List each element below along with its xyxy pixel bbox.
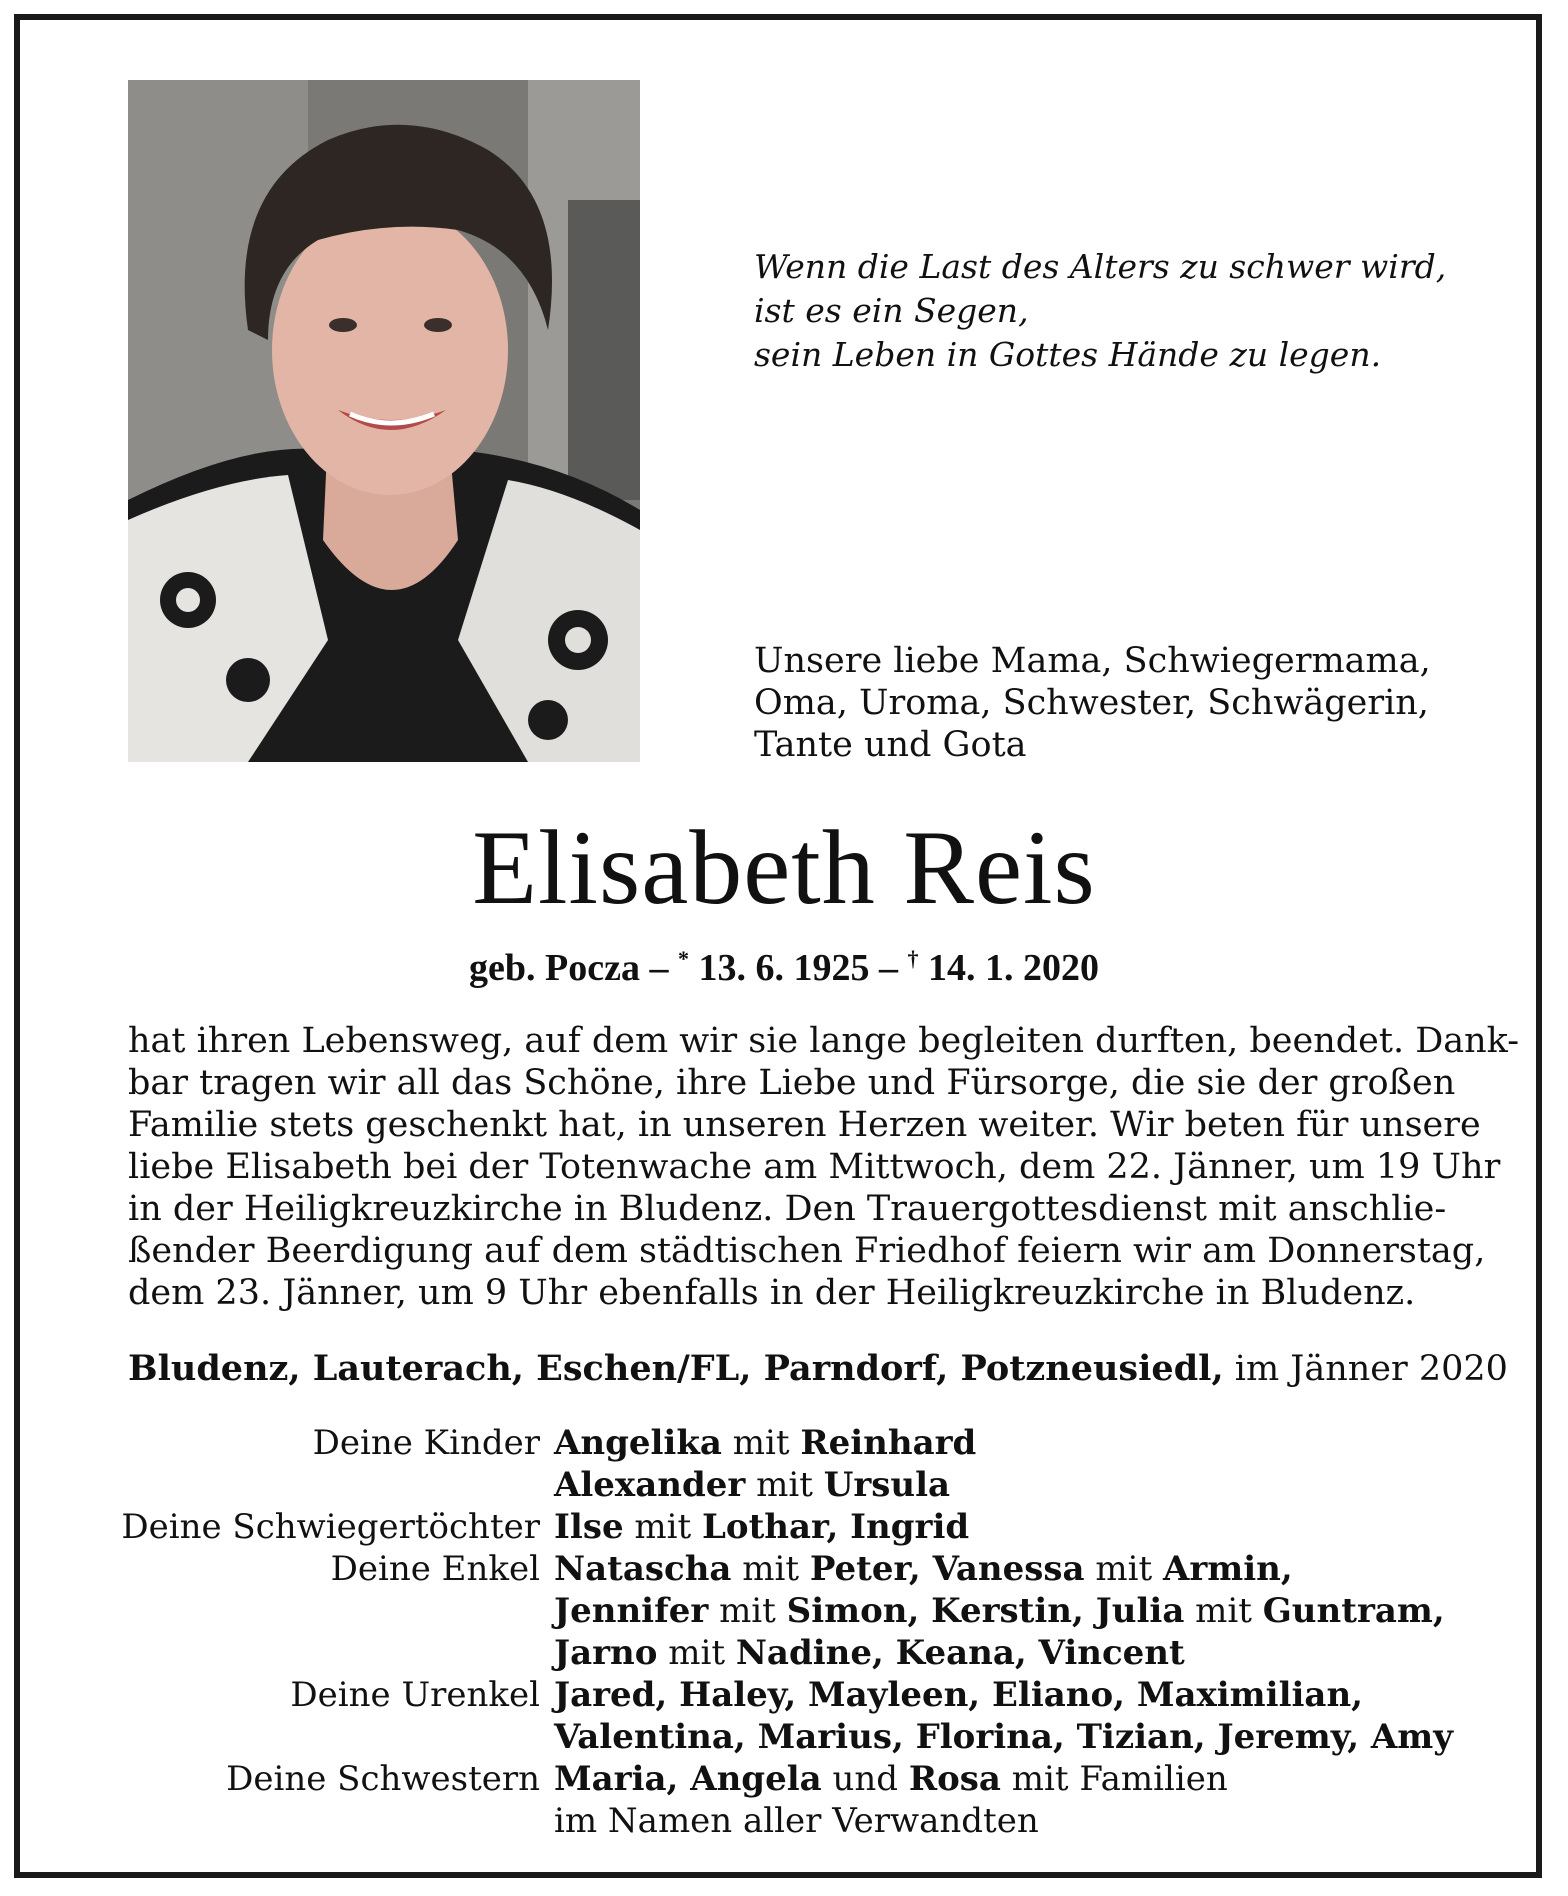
places-and-date	[128, 1348, 1508, 1390]
connector: mit	[732, 1423, 790, 1463]
body-line: bar tragen wir all das Schöne, ihre Liebe und Fürsorge, die sie der großen	[128, 1063, 1456, 1103]
mourner-names	[554, 1674, 1490, 1716]
mourner-row	[110, 1464, 1490, 1506]
connector: mit Familien	[1011, 1759, 1228, 1799]
name-bold: Ilse	[554, 1507, 624, 1547]
mourner-names	[554, 1464, 1490, 1506]
name-bold: Reinhard	[800, 1423, 977, 1463]
mourner-names	[554, 1758, 1490, 1800]
mourner-label-empty	[110, 1800, 554, 1842]
life-dates	[0, 936, 1568, 991]
name-bold: Jarno	[554, 1633, 658, 1673]
name-bold: Maria, Angela	[554, 1759, 822, 1799]
mourner-label-empty	[110, 1632, 554, 1674]
mourner-names	[554, 1716, 1490, 1758]
name-bold: Simon, Kerstin, Julia	[786, 1591, 1185, 1631]
mourner-row	[110, 1800, 1490, 1842]
intro-line: Tante und Gota	[754, 725, 1027, 765]
name-bold: Lothar, Ingrid	[702, 1507, 970, 1547]
name-bold: Valentina, Marius, Florina, Tizian, Jeremy, Amy	[554, 1717, 1454, 1757]
connector: und	[832, 1759, 899, 1799]
intro-line: Oma, Uroma, Schwester, Schwägerin,	[754, 683, 1429, 723]
mourner-row	[110, 1590, 1490, 1632]
date-line: im Jänner 2020	[1234, 1349, 1508, 1389]
name-bold: Armin,	[1162, 1549, 1293, 1589]
name-bold: Guntram,	[1262, 1591, 1445, 1631]
portrait-image	[128, 80, 640, 762]
mourner-label: Deine Urenkel	[290, 1675, 540, 1715]
portrait-photo	[128, 80, 640, 762]
birth-date: 13. 6. 1925 –	[698, 947, 898, 989]
mourner-names	[554, 1590, 1490, 1632]
places: Bludenz, Lauterach, Eschen/FL, Parndorf, Potzneusiedl,	[128, 1348, 1224, 1389]
mourner-names	[554, 1422, 1490, 1464]
name-bold: Natascha	[554, 1549, 732, 1589]
mourner-row	[110, 1674, 1490, 1716]
birth-symbol: *	[677, 946, 689, 971]
mourner-label: Deine Kinder	[312, 1423, 540, 1463]
closing-line: im Namen aller Verwandten	[554, 1801, 1039, 1841]
mourners-list	[110, 1422, 1490, 1842]
mourner-row	[110, 1758, 1490, 1800]
body-line: Familie stets geschenkt hat, in unseren Herzen weiter. Wir beten für unsere	[128, 1105, 1481, 1145]
obituary-text	[128, 1020, 1520, 1314]
name-bold: Ursula	[823, 1465, 951, 1505]
mourner-row	[110, 1716, 1490, 1758]
connector: mit	[742, 1549, 800, 1589]
mourner-label-empty	[110, 1716, 554, 1758]
mourner-row	[110, 1548, 1490, 1590]
connector: mit	[634, 1507, 692, 1547]
name-bold: Jennifer	[554, 1591, 709, 1631]
memorial-quote	[754, 245, 1454, 377]
mourner-label: Deine Schwiegertöchter	[121, 1507, 540, 1547]
mourner-label-empty	[110, 1590, 554, 1632]
body-line: in der Heiligkreuzkirche in Bludenz. Den Trauergottesdienst mit anschlie-	[128, 1189, 1447, 1229]
mourner-names	[554, 1506, 1490, 1548]
mourner-row	[110, 1632, 1490, 1674]
name-bold: Angelika	[554, 1423, 722, 1463]
connector: mit	[719, 1591, 776, 1631]
mourner-label-empty	[110, 1464, 554, 1506]
quote-line: ist es ein Segen,	[754, 291, 1029, 330]
deceased-name: Elisabeth Reis	[472, 809, 1096, 926]
connector: mit	[1195, 1591, 1252, 1631]
relationship-intro	[754, 640, 1431, 766]
connector: mit	[668, 1633, 726, 1673]
name-bold: Jared, Haley, Mayleen, Eliano, Maximilian,	[554, 1675, 1363, 1715]
death-symbol: †	[907, 946, 919, 971]
maiden-name: geb. Pocza –	[469, 947, 669, 989]
connector: mit	[1095, 1549, 1153, 1589]
body-line: liebe Elisabeth bei der Totenwache am Mittwoch, dem 22. Jänner, um 19 Uhr	[128, 1147, 1501, 1187]
death-date: 14. 1. 2020	[927, 947, 1099, 989]
quote-line: Wenn die Last des Alters zu schwer wird,	[754, 247, 1447, 286]
name-bold: Rosa	[908, 1759, 1001, 1799]
mourner-names	[554, 1632, 1490, 1674]
intro-line: Unsere liebe Mama, Schwiegermama,	[754, 641, 1431, 681]
name-bold: Alexander	[554, 1465, 746, 1505]
name-bold: Nadine, Keana, Vincent	[735, 1633, 1185, 1673]
mourner-label: Deine Schwestern	[226, 1759, 540, 1799]
mourner-label: Deine Enkel	[330, 1549, 540, 1589]
mourner-names	[554, 1548, 1490, 1590]
quote-line: sein Leben in Gottes Hände zu legen.	[754, 335, 1382, 374]
mourner-row	[110, 1506, 1490, 1548]
body-line: ßender Beerdigung auf dem städtischen Friedhof feiern wir am Donnerstag,	[128, 1231, 1486, 1271]
body-line: hat ihren Lebensweg, auf dem wir sie lange begleiten durften, beendet. Dank-	[128, 1021, 1520, 1061]
mourner-row	[110, 1422, 1490, 1464]
connector: mit	[756, 1465, 813, 1505]
name-bold: Peter, Vanessa	[809, 1549, 1085, 1589]
body-line: dem 23. Jänner, um 9 Uhr ebenfalls in der Heiligkreuzkirche in Bludenz.	[128, 1273, 1416, 1313]
